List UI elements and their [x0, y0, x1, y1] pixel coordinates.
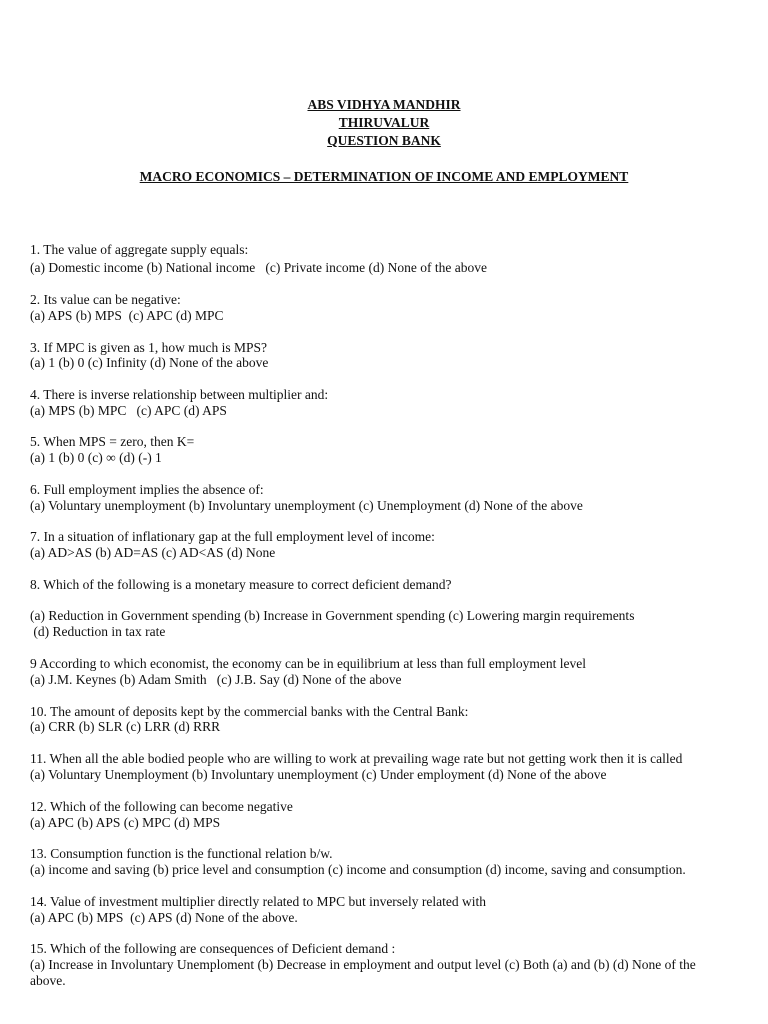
- question-15-text: 15. Which of the following are consequences of Deficient demand :: [30, 941, 396, 956]
- question-11-text: 11. When all the able bodied people who are willing to work at prevailing wage rate but not getting work then it is called: [30, 751, 683, 766]
- question-13-options: (a) income and saving (b) price level and consumption (c) income and consumption (d) income, saving and consumption.: [30, 862, 686, 877]
- question-9-options: (a) J.M. Keynes (b) Adam Smith (c) J.B. Say (d) None of the above: [30, 672, 402, 687]
- question-15-options-line-1: (a) Increase in Involuntary Unemploment (b) Decrease in employment and output level (c) Both (a) and (b) (d) None of the: [30, 957, 696, 972]
- question-4-options: (a) MPS (b) MPC (c) APC (d) APS: [30, 403, 227, 418]
- document-type: QUESTION BANK: [327, 133, 441, 148]
- question-9-text: 9 According to which economist, the economy can be in equilibrium at less than full employment level: [30, 656, 586, 671]
- subject-title: MACRO ECONOMICS – DETERMINATION OF INCOME AND EMPLOYMENT: [139, 169, 629, 184]
- question-5-options: (a) 1 (b) 0 (c) ∞ (d) (-) 1: [30, 450, 162, 465]
- question-1-text: 1. The value of aggregate supply equals:: [30, 242, 249, 257]
- question-12-text: 12. Which of the following can become negative: [30, 799, 293, 814]
- question-7-options: (a) AD>AS (b) AD=AS (c) AD<AS (d) None: [30, 545, 276, 560]
- question-13-text: 13. Consumption function is the functional relation b/w.: [30, 846, 333, 861]
- question-10-options: (a) CRR (b) SLR (c) LRR (d) RRR: [30, 719, 221, 734]
- question-12-options: (a) APC (b) APS (c) MPC (d) MPS: [30, 815, 221, 830]
- question-11-options: (a) Voluntary Unemployment (b) Involuntary unemployment (c) Under employment (d) None of the above: [30, 767, 607, 782]
- school-name: ABS VIDHYA MANDHIR: [307, 97, 461, 112]
- school-place: THIRUVALUR: [338, 115, 430, 130]
- question-4-text: 4. There is inverse relationship between multiplier and:: [30, 387, 329, 402]
- question-8-text: 8. Which of the following is a monetary measure to correct deficient demand?: [30, 577, 452, 592]
- question-2-text: 2. Its value can be negative:: [30, 292, 181, 307]
- question-6-options: (a) Voluntary unemployment (b) Involuntary unemployment (c) Unemployment (d) None of the above: [30, 498, 583, 513]
- question-8-options-line-2: (d) Reduction in tax rate: [30, 624, 166, 639]
- question-14-text: 14. Value of investment multiplier directly related to MPC but inversely related with: [30, 894, 487, 909]
- question-1-options: (a) Domestic income (b) National income (c) Private income (d) None of the above: [30, 260, 487, 275]
- question-3-options: (a) 1 (b) 0 (c) Infinity (d) None of the above: [30, 355, 269, 370]
- question-14-options: (a) APC (b) MPS (c) APS (d) None of the above.: [30, 910, 298, 925]
- question-5-text: 5. When MPS = zero, then K=: [30, 434, 195, 449]
- question-15-options-line-2: above.: [30, 973, 66, 988]
- question-3-text: 3. If MPC is given as 1, how much is MPS?: [30, 340, 268, 355]
- question-6-text: 6. Full employment implies the absence of:: [30, 482, 264, 497]
- question-7-text: 7. In a situation of inflationary gap at the full employment level of income:: [30, 529, 435, 544]
- question-8-options-line-1: (a) Reduction in Government spending (b) Increase in Government spending (c) Lowering margin requirements: [30, 608, 635, 623]
- question-10-text: 10. The amount of deposits kept by the commercial banks with the Central Bank:: [30, 704, 469, 719]
- question-2-options: (a) APS (b) MPS (c) APC (d) MPC: [30, 308, 224, 323]
